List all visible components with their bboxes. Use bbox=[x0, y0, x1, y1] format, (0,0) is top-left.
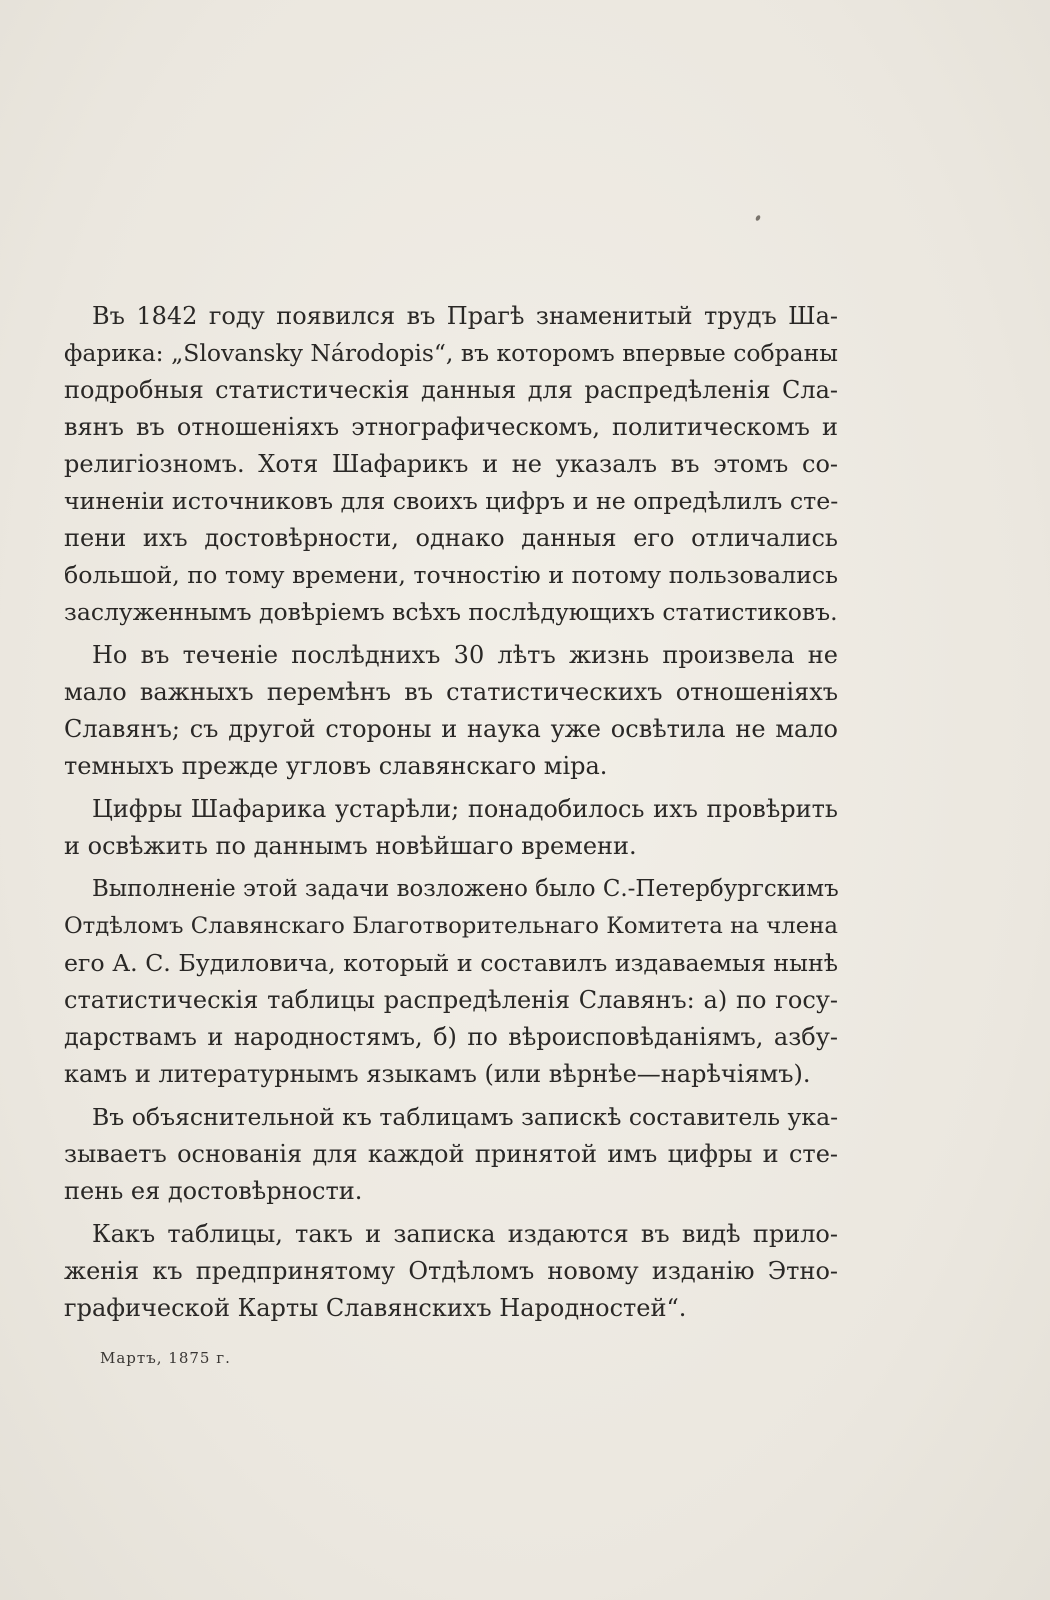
text-line: Отдѣломъ Славянскаго Благотворительнаго Комитета на члена bbox=[64, 913, 838, 939]
text-line: Цифры Шафарика устарѣли; понадобилось ихъ провѣрить bbox=[92, 795, 838, 823]
text-line: Какъ таблицы, такъ и записка издаются въ видѣ прило- bbox=[92, 1220, 838, 1248]
text-line: подробныя статистическія данныя для распредѣленія Сла- bbox=[64, 376, 838, 404]
text-line: и освѣжить по даннымъ новѣйшаго времени. bbox=[64, 832, 637, 860]
text-line: пень ея достовѣрности. bbox=[64, 1177, 363, 1205]
text-line: большой, по тому времени, точностію и потому пользовались bbox=[64, 561, 838, 589]
text-line: Славянъ; съ другой стороны и наука уже освѣтила не мало bbox=[64, 715, 838, 743]
paragraph bbox=[64, 871, 838, 1093]
text-line: женія къ предпринятому Отдѣломъ новому изданію Этно- bbox=[64, 1257, 838, 1285]
paragraph bbox=[64, 1216, 838, 1327]
body-text bbox=[64, 298, 838, 1327]
text-line: Въ 1842 году появился въ Прагѣ знаменитый трудъ Ша- bbox=[92, 302, 838, 330]
text-line: религіозномъ. Хотя Шафарикъ и не указалъ въ этомъ со- bbox=[64, 450, 838, 478]
text-line: пени ихъ достовѣрности, однако данныя его отличались bbox=[64, 524, 838, 552]
text-line: дарствамъ и народностямъ, б) по вѣроисповѣданіямъ, азбу- bbox=[64, 1023, 838, 1051]
text-line: зываетъ основанія для каждой принятой имъ цифры и сте- bbox=[64, 1140, 838, 1168]
paragraph bbox=[64, 1099, 838, 1210]
text-line: мало важныхъ перемѣнъ въ статистическихъ отношеніяхъ bbox=[64, 678, 838, 706]
paragraph bbox=[64, 791, 838, 865]
text-line: статистическія таблицы распредѣленія Славянъ: а) по госу- bbox=[64, 986, 838, 1014]
ink-speck bbox=[755, 214, 761, 221]
text-line: Но въ теченіе послѣднихъ 30 лѣтъ жизнь произвела не bbox=[92, 641, 838, 669]
text-line: вянъ въ отношеніяхъ этнографическомъ, политическомъ и bbox=[64, 413, 838, 441]
text-line: графической Карты Славянскихъ Народностей“. bbox=[64, 1294, 687, 1322]
text-line: заслуженнымъ довѣріемъ всѣхъ послѣдующихъ статистиковъ. bbox=[64, 598, 838, 626]
paragraph bbox=[64, 298, 838, 631]
text-line: темныхъ прежде угловъ славянскаго міра. bbox=[64, 752, 608, 780]
text-line: его А. С. Будиловича, который и составилъ издаваемыя нынѣ bbox=[64, 949, 838, 977]
text-line: чиненіи источниковъ для своихъ цифръ и не опредѣлилъ сте- bbox=[64, 487, 839, 515]
text-line: фарика: „Slovansky Národopis“, въ которомъ впервые собраны bbox=[64, 339, 838, 367]
text-line: камъ и литературнымъ языкамъ (или вѣрнѣе—нарѣчіямъ). bbox=[64, 1060, 811, 1088]
text-line: Въ объяснительной къ таблицамъ запискѣ составитель ука- bbox=[92, 1103, 839, 1131]
text-line: Выполненіе этой задачи возложено было С.-Петербургскимъ bbox=[92, 876, 839, 902]
date-signature: Мартъ, 1875 г. bbox=[100, 1349, 231, 1367]
paragraph bbox=[64, 637, 838, 785]
